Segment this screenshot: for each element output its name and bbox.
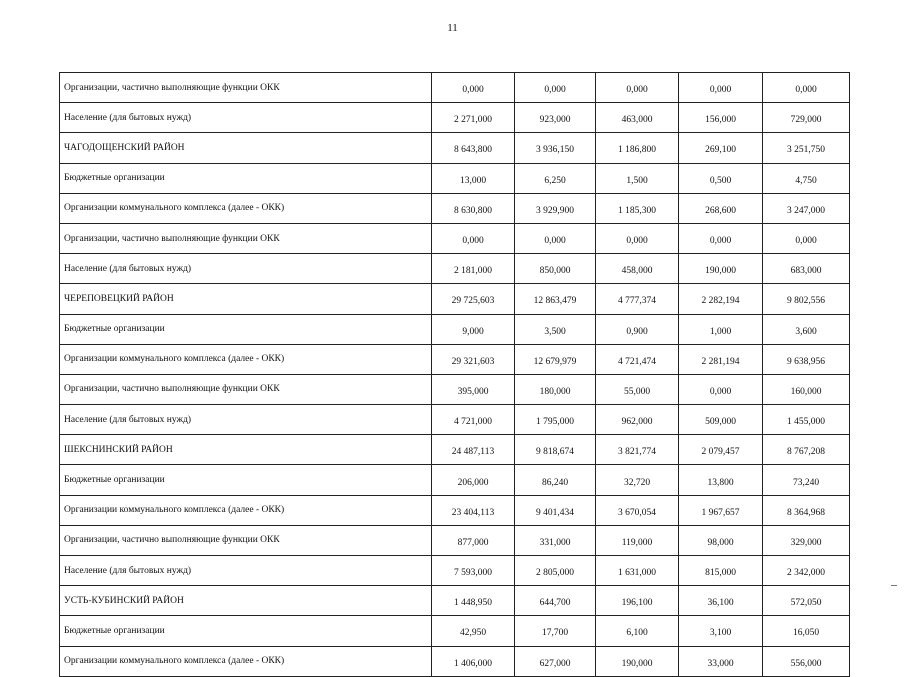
value-cell: 55,000 bbox=[596, 374, 679, 404]
value-cell: 3,600 bbox=[763, 314, 850, 344]
value-cell: 13,000 bbox=[432, 163, 515, 193]
row-label: Бюджетные организации bbox=[60, 163, 432, 193]
value-cell: 190,000 bbox=[596, 646, 679, 676]
value-cell: 1 186,800 bbox=[596, 133, 679, 163]
value-cell: 3 670,054 bbox=[596, 495, 679, 525]
value-cell: 9 638,956 bbox=[763, 344, 850, 374]
value-cell: 17,700 bbox=[515, 616, 596, 646]
row-label: Население (для бытовых нужд) bbox=[60, 556, 432, 586]
value-cell: 23 404,113 bbox=[432, 495, 515, 525]
row-label: Бюджетные организации bbox=[60, 465, 432, 495]
value-cell: 86,240 bbox=[515, 465, 596, 495]
table-row bbox=[60, 586, 850, 616]
value-cell: 0,000 bbox=[763, 223, 850, 253]
value-cell: 8 767,208 bbox=[763, 435, 850, 465]
value-cell: 4 721,474 bbox=[596, 344, 679, 374]
value-cell: 0,000 bbox=[432, 73, 515, 103]
value-cell: 2 079,457 bbox=[679, 435, 763, 465]
value-cell: 33,000 bbox=[679, 646, 763, 676]
value-cell: 8 630,800 bbox=[432, 193, 515, 223]
value-cell: 9 818,674 bbox=[515, 435, 596, 465]
row-label: Организации коммунального комплекса (далее - ОКК) bbox=[60, 193, 432, 223]
row-label: Организации, частично выполняющие функции ОКК bbox=[60, 525, 432, 555]
value-cell: 190,000 bbox=[679, 254, 763, 284]
row-label: Бюджетные организации bbox=[60, 314, 432, 344]
table-row bbox=[60, 254, 850, 284]
table-row bbox=[60, 103, 850, 133]
value-cell: 0,000 bbox=[515, 73, 596, 103]
table-row bbox=[60, 495, 850, 525]
table-row bbox=[60, 435, 850, 465]
value-cell: 24 487,113 bbox=[432, 435, 515, 465]
page-number: 11 bbox=[447, 22, 458, 34]
value-cell: 160,000 bbox=[763, 374, 850, 404]
value-cell: 8 643,800 bbox=[432, 133, 515, 163]
value-cell: 556,000 bbox=[763, 646, 850, 676]
value-cell: 32,720 bbox=[596, 465, 679, 495]
value-cell: 329,000 bbox=[763, 525, 850, 555]
value-cell: 7 593,000 bbox=[432, 556, 515, 586]
value-cell: 156,000 bbox=[679, 103, 763, 133]
table-row bbox=[60, 556, 850, 586]
value-cell: 0,000 bbox=[515, 223, 596, 253]
table-row bbox=[60, 616, 850, 646]
value-cell: 0,000 bbox=[763, 73, 850, 103]
value-cell: 4,750 bbox=[763, 163, 850, 193]
value-cell: 73,240 bbox=[763, 465, 850, 495]
value-cell: 268,600 bbox=[679, 193, 763, 223]
table-row bbox=[60, 163, 850, 193]
value-cell: 923,000 bbox=[515, 103, 596, 133]
value-cell: 3 247,000 bbox=[763, 193, 850, 223]
value-cell: 627,000 bbox=[515, 646, 596, 676]
value-cell: 877,000 bbox=[432, 525, 515, 555]
value-cell: 1 185,300 bbox=[596, 193, 679, 223]
value-cell: 0,000 bbox=[679, 374, 763, 404]
value-cell: 36,100 bbox=[679, 586, 763, 616]
row-label: Организации коммунального комплекса (далее - ОКК) bbox=[60, 495, 432, 525]
value-cell: 1 455,000 bbox=[763, 405, 850, 435]
value-cell: 0,900 bbox=[596, 314, 679, 344]
value-cell: 572,050 bbox=[763, 586, 850, 616]
value-cell: 0,000 bbox=[432, 223, 515, 253]
value-cell: 6,250 bbox=[515, 163, 596, 193]
row-label: Население (для бытовых нужд) bbox=[60, 405, 432, 435]
value-cell: 1,000 bbox=[679, 314, 763, 344]
value-cell: 2 342,000 bbox=[763, 556, 850, 586]
value-cell: 206,000 bbox=[432, 465, 515, 495]
value-cell: 6,100 bbox=[596, 616, 679, 646]
table-body bbox=[60, 73, 850, 677]
data-table bbox=[59, 72, 850, 677]
value-cell: 1 795,000 bbox=[515, 405, 596, 435]
value-cell: 16,050 bbox=[763, 616, 850, 646]
value-cell: 1 448,950 bbox=[432, 586, 515, 616]
table-row bbox=[60, 73, 850, 103]
value-cell: 9 401,434 bbox=[515, 495, 596, 525]
value-cell: 3,500 bbox=[515, 314, 596, 344]
row-label: ШЕКСНИНСКИЙ РАЙОН bbox=[60, 435, 432, 465]
value-cell: 962,000 bbox=[596, 405, 679, 435]
value-cell: 729,000 bbox=[763, 103, 850, 133]
value-cell: 395,000 bbox=[432, 374, 515, 404]
value-cell: 683,000 bbox=[763, 254, 850, 284]
table-row bbox=[60, 646, 850, 676]
table-row bbox=[60, 344, 850, 374]
table-row bbox=[60, 284, 850, 314]
table-row bbox=[60, 525, 850, 555]
value-cell: 29 321,603 bbox=[432, 344, 515, 374]
value-cell: 3 251,750 bbox=[763, 133, 850, 163]
value-cell: 0,500 bbox=[679, 163, 763, 193]
table-row bbox=[60, 374, 850, 404]
value-cell: 42,950 bbox=[432, 616, 515, 646]
row-label: Население (для бытовых нужд) bbox=[60, 103, 432, 133]
value-cell: 2 282,194 bbox=[679, 284, 763, 314]
value-cell: 1 631,000 bbox=[596, 556, 679, 586]
value-cell: 815,000 bbox=[679, 556, 763, 586]
row-label: УСТЬ-КУБИНСКИЙ РАЙОН bbox=[60, 586, 432, 616]
row-label: ЧАГОДОЩЕНСКИЙ РАЙОН bbox=[60, 133, 432, 163]
value-cell: 269,100 bbox=[679, 133, 763, 163]
row-label: Организации, частично выполняющие функции ОКК bbox=[60, 374, 432, 404]
value-cell: 3 936,150 bbox=[515, 133, 596, 163]
row-label: Бюджетные организации bbox=[60, 616, 432, 646]
scan-mark bbox=[891, 585, 897, 586]
value-cell: 0,000 bbox=[679, 223, 763, 253]
value-cell: 1 406,000 bbox=[432, 646, 515, 676]
value-cell: 2 281,194 bbox=[679, 344, 763, 374]
value-cell: 2 805,000 bbox=[515, 556, 596, 586]
value-cell: 2 181,000 bbox=[432, 254, 515, 284]
value-cell: 0,000 bbox=[596, 223, 679, 253]
row-label: Организации, частично выполняющие функции ОКК bbox=[60, 73, 432, 103]
value-cell: 331,000 bbox=[515, 525, 596, 555]
value-cell: 12 679,979 bbox=[515, 344, 596, 374]
value-cell: 2 271,000 bbox=[432, 103, 515, 133]
value-cell: 13,800 bbox=[679, 465, 763, 495]
table-row bbox=[60, 314, 850, 344]
table-row bbox=[60, 193, 850, 223]
table-row bbox=[60, 133, 850, 163]
value-cell: 1 967,657 bbox=[679, 495, 763, 525]
row-label: Организации коммунального комплекса (далее - ОКК) bbox=[60, 646, 432, 676]
value-cell: 3 929,900 bbox=[515, 193, 596, 223]
value-cell: 1,500 bbox=[596, 163, 679, 193]
value-cell: 850,000 bbox=[515, 254, 596, 284]
value-cell: 119,000 bbox=[596, 525, 679, 555]
value-cell: 180,000 bbox=[515, 374, 596, 404]
value-cell: 458,000 bbox=[596, 254, 679, 284]
value-cell: 4 721,000 bbox=[432, 405, 515, 435]
value-cell: 3 821,774 bbox=[596, 435, 679, 465]
row-label: Организации, частично выполняющие функции ОКК bbox=[60, 223, 432, 253]
value-cell: 644,700 bbox=[515, 586, 596, 616]
value-cell: 0,000 bbox=[679, 73, 763, 103]
row-label: Население (для бытовых нужд) bbox=[60, 254, 432, 284]
value-cell: 509,000 bbox=[679, 405, 763, 435]
value-cell: 9,000 bbox=[432, 314, 515, 344]
value-cell: 196,100 bbox=[596, 586, 679, 616]
value-cell: 9 802,556 bbox=[763, 284, 850, 314]
table-row bbox=[60, 465, 850, 495]
value-cell: 29 725,603 bbox=[432, 284, 515, 314]
table-row bbox=[60, 223, 850, 253]
row-label: ЧЕРЕПОВЕЦКИЙ РАЙОН bbox=[60, 284, 432, 314]
value-cell: 463,000 bbox=[596, 103, 679, 133]
table-row bbox=[60, 405, 850, 435]
value-cell: 12 863,479 bbox=[515, 284, 596, 314]
value-cell: 0,000 bbox=[596, 73, 679, 103]
value-cell: 98,000 bbox=[679, 525, 763, 555]
value-cell: 3,100 bbox=[679, 616, 763, 646]
value-cell: 8 364,968 bbox=[763, 495, 850, 525]
row-label: Организации коммунального комплекса (далее - ОКК) bbox=[60, 344, 432, 374]
value-cell: 4 777,374 bbox=[596, 284, 679, 314]
